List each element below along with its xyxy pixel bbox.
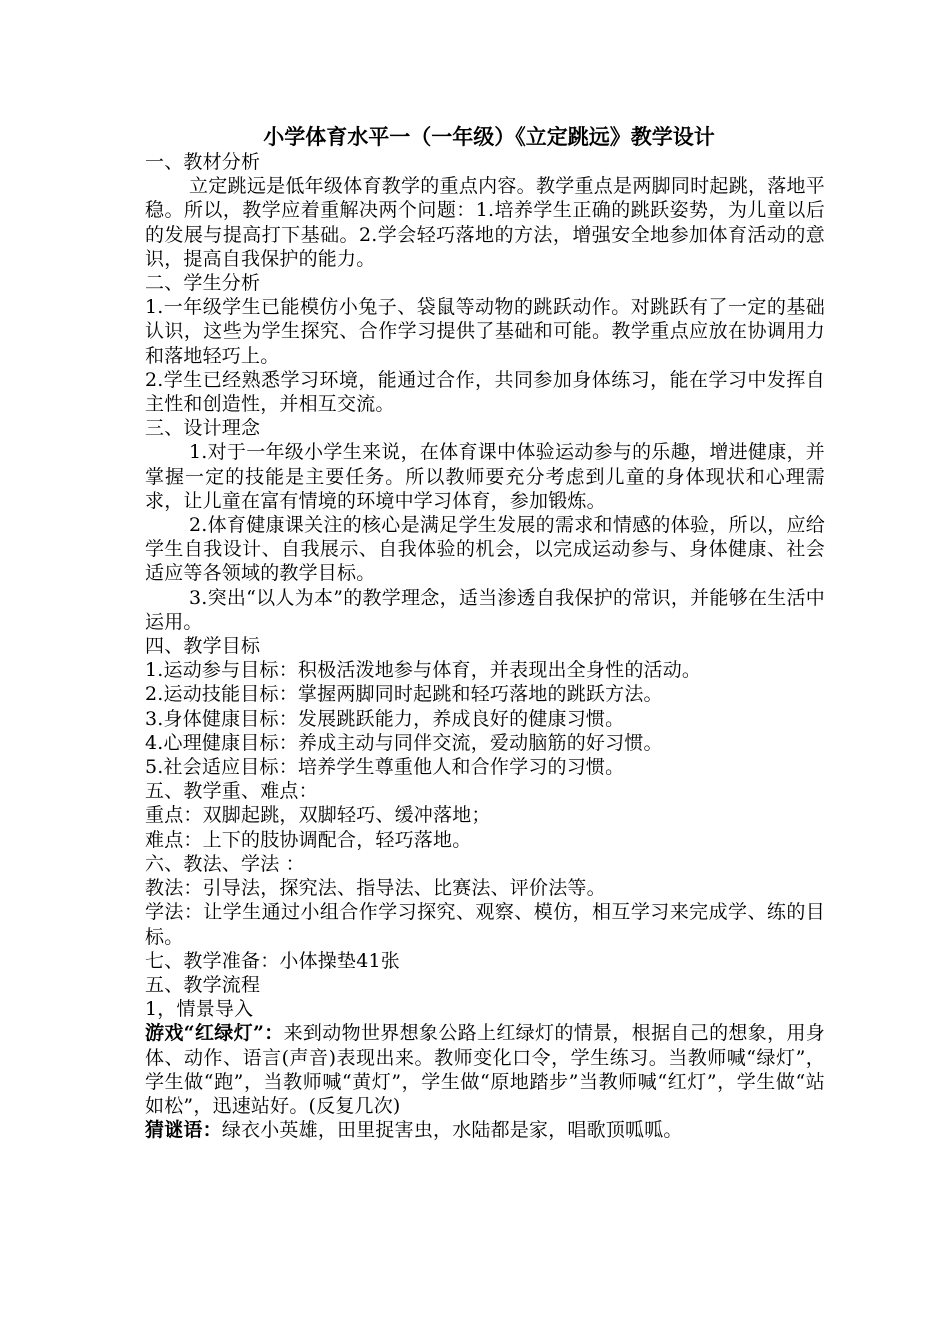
section-heading-keypoints: 五、教学重、难点： <box>145 780 318 803</box>
difficulty-text: 难点：上下的肢协调配合，轻巧落地。 <box>145 828 472 851</box>
document-title: 小学体育水平一（一年级）《立定跳远》教学设计 <box>263 124 715 149</box>
riddle-label: 猜谜语： <box>145 1119 222 1142</box>
learning-method-text: 学法：让学生通过小组合作学习探究、观察、模仿，相互学习来完成学、练的目标。 <box>145 901 825 948</box>
document-page <box>145 124 825 1142</box>
goal-item: 4.心理健康目标：养成主动与同伴交流，爱动脑筋的好习惯。 <box>145 731 663 754</box>
section-heading-materials: 一、教材分析 <box>145 151 261 173</box>
goal-item: 3.身体健康目标：发展跳跃能力，养成良好的健康习惯。 <box>145 707 625 730</box>
goal-item: 2.运动技能目标：掌握两脚同时起跳和轻巧落地的跳跃方法。 <box>145 683 663 706</box>
game-paragraph <box>145 1021 825 1118</box>
keypoint-text: 重点：双脚起跳，双脚轻巧、缓冲落地； <box>145 804 491 827</box>
materials-paragraph: 立定跳远是低年级体育教学的重点内容。教学重点是两脚同时起跳，落地平稳。所以，教学应着重解决两个问题：1.培养学生正确的跳跃姿势，为儿童以后的发展与提高打下基础。2.学会轻巧落地的方法，增强安全地参加体育活动的意识，提高自我保护的能力。 <box>145 175 825 270</box>
game-text: 来到动物世界想象公路上红绿灯的情景，根据自己的想象，用身体、动作、语言(声音)表现出来。教师变化口令，学生练习。当教师喊“绿灯”，学生做“跑”，当教师喊“黄灯”，学生做“原地踏步”当教师喊“红灯”，学生做“站如松”，迅速站好。(反复几次) <box>145 1022 825 1117</box>
process-subheading: 1，情景导入 <box>145 998 254 1021</box>
goal-item: 1.运动参与目标：积极活泼地参与体育，并表现出全身性的活动。 <box>145 659 702 682</box>
section-heading-process: 五、教学流程 <box>145 973 261 996</box>
game-label: 游戏“红绿灯”： <box>145 1022 284 1045</box>
goal-item: 5.社会适应目标：培养学生尊重他人和合作学习的习惯。 <box>145 756 625 779</box>
section-heading-design: 三、设计理念 <box>145 417 261 440</box>
section-heading-methods: 六、教法、学法 ： <box>145 852 305 875</box>
section-heading-preparation: 七、教学准备：小体操垫41张 <box>145 949 400 972</box>
teaching-method-text: 教法：引导法，探究法、指导法、比赛法、评价法等。 <box>145 877 606 900</box>
riddle-paragraph <box>145 1118 825 1142</box>
design-paragraph-2: 2.体育健康课关注的核心是满足学生发展的需求和情感的体验，所以，应给学生自我设计、自我展示、自我体验的机会，以完成运动参与、身体健康、社会适应等各领域的教学目标。 <box>145 514 825 585</box>
riddle-text: 绿衣小英雄，田里捉害虫，水陆都是家，唱歌顶呱呱。 <box>221 1119 683 1142</box>
design-paragraph-1: 1.对于一年级小学生来说，在体育课中体验运动参与的乐趣，增进健康，并掌握一定的技能是主要任务。所以教师要充分考虑到儿童的身体现状和心理需求，让儿童在富有情境的环境中学习体育，参加锻炼。 <box>145 441 825 512</box>
students-paragraph-2: 2.学生已经熟悉学习环境，能通过合作，共同参加身体练习，能在学习中发挥自主性和创造性，并相互交流。 <box>145 368 825 416</box>
section-heading-students: 二、学生分析 <box>145 272 261 295</box>
design-paragraph-3: 3.突出“以人为本”的教学理念，适当渗透自我保护的常识，并能够在生活中运用。 <box>145 586 825 633</box>
section-heading-goals: 四、教学目标 <box>145 635 261 658</box>
students-paragraph-1: 1.一年级学生已能模仿小兔子、袋鼠等动物的跳跃动作。对跳跃有了一定的基础认识，这些为学生探究、合作学习提供了基础和可能。教学重点应放在协调用力和落地轻巧上。 <box>145 296 825 367</box>
